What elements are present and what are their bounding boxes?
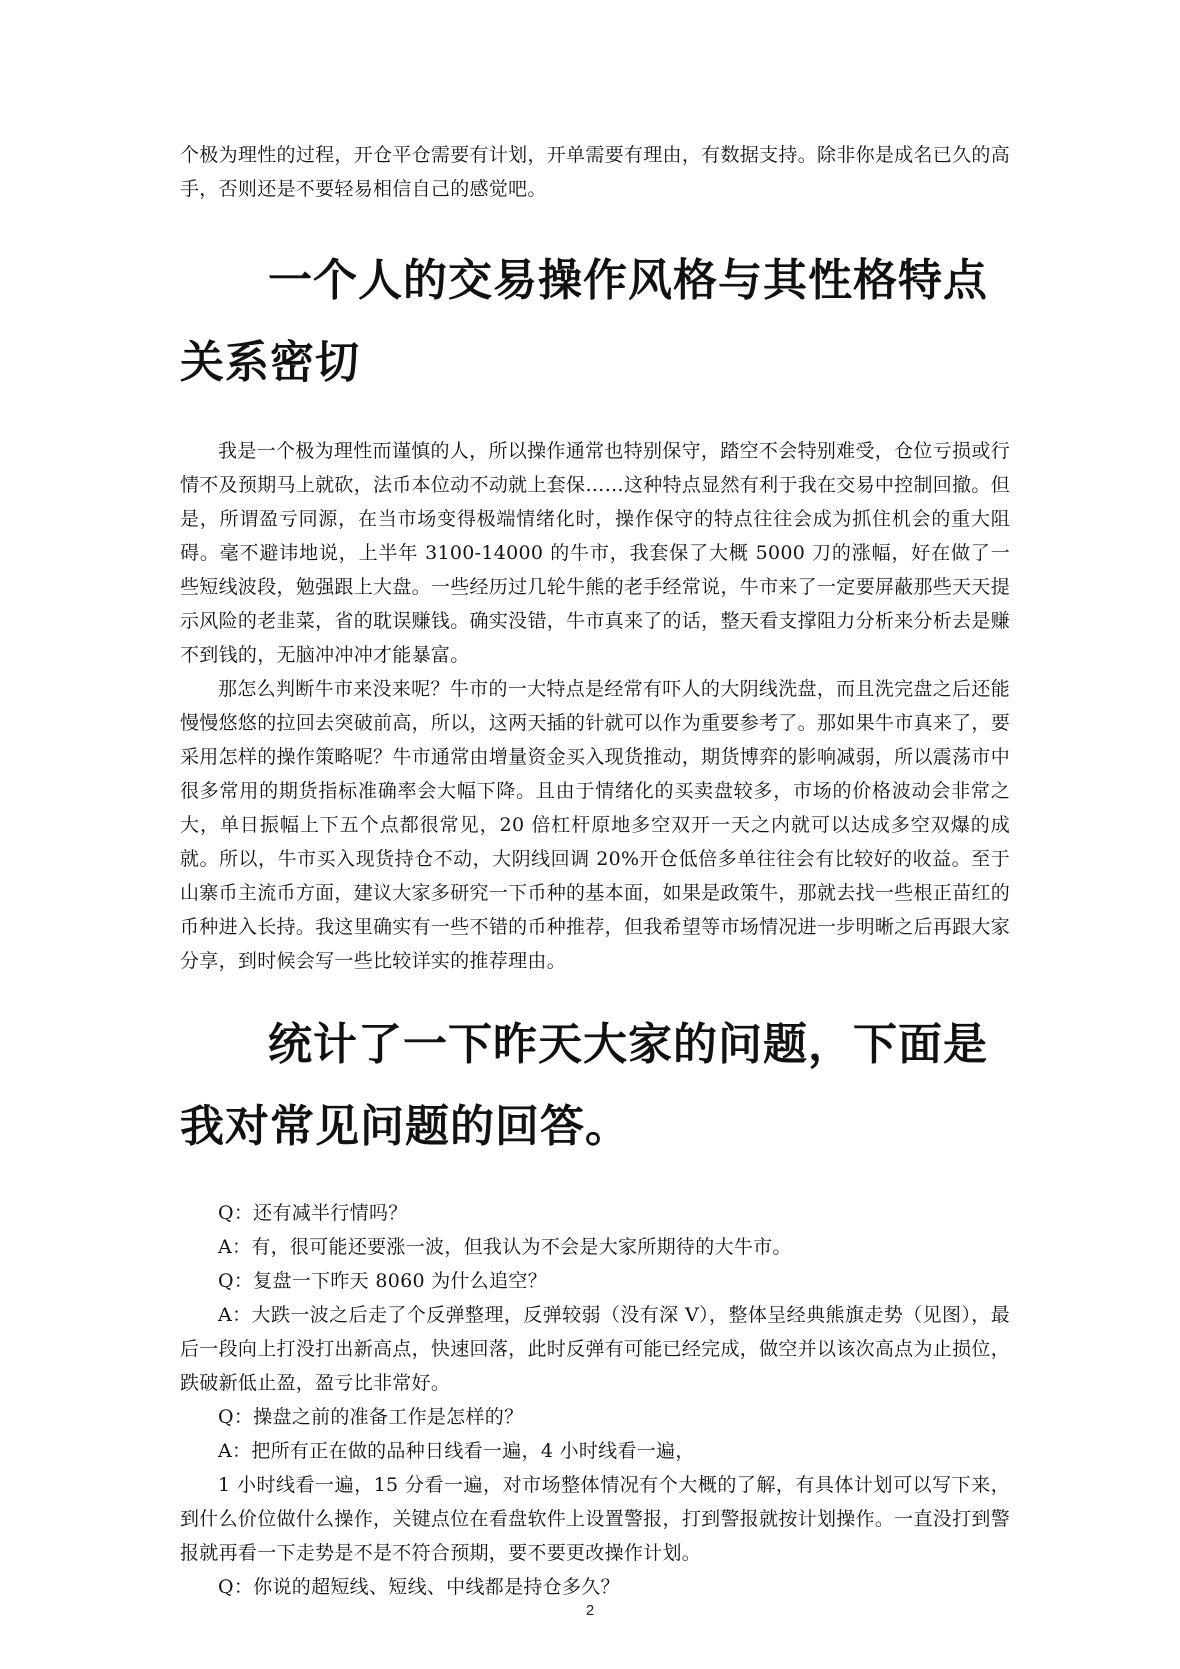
body-paragraph: 那怎么判断牛市来没来呢？牛市的一大特点是经常有吓人的大阴线洗盘，而且洗完盘之后还能慢慢悠悠的拉回去突破前高，所以，这两天插的针就可以作为重要参考了。那如果牛市真来了，要采用怎样的操作策略呢？牛市通常由增量资金买入现货推动，期货博弈的影响减弱，所以震荡市中很多常用的期货指标准确率会大幅下降。且由于情绪化的买卖盘较多，市场的价格波动会非常之大，单日振幅上下五个点都很常见，20 倍杠杆原地多空双开一天之内就可以达成多空双爆的成就。所以，牛市买入现货持仓不动，大阴线回调 20%开仓低倍多单往往会有比较好的收益。至于山寨币主流币方面，建议大家多研究一下币种的基本面，如果是政策牛，那就去找一些根正苗红的币种进入长持。我这里确实有一些不错的币种推荐，但我希望等市场情况进一步明晰之后再跟大家分享，到时候会写一些比较详实的推荐理由。 [180, 678, 1010, 972]
faq-answer-continued: 1 小时线看一遍，15 分看一遍，对市场整体情况有个大概的了解，有具体计划可以写下来，到什么价位做什么操作，关键点位在看盘软件上设置警报，打到警报就按计划操作。一直没打到警报就再看一下走势是不是不符合预期，要不要更改操作计划。 [180, 1474, 1010, 1564]
document-page [180, 138, 1010, 1604]
faq-answer: A：把所有正在做的品种日线看一遍，4 小时线看一遍， [218, 1440, 695, 1462]
body-paragraph: 我是一个极为理性而谨慎的人，所以操作通常也特别保守，踏空不会特别难受，仓位亏损或行情不及预期马上就砍，法币本位动不动就上套保……这种特点显然有利于我在交易中控制回撤。但是，所谓盈亏同源，在当市场变得极端情绪化时，操作保守的特点往往会成为抓住机会的重大阻碍。毫不避讳地说，上半年 3100-14000 的牛市，我套保了大概 5000 刀的涨幅，好在做了一些短线波段，勉强跟上大盘。一些经历过几轮牛熊的老手经常说，牛市来了一定要屏蔽那些天天提示风险的老韭菜，省的耽误赚钱。确实没错，牛市真来了的话，整天看支撑阻力分析来分析去是赚不到钱的，无脑冲冲冲才能暴富。 [180, 440, 1010, 666]
faq-list [180, 1196, 1010, 1604]
faq-question: Q：你说的超短线、短线、中线都是持仓多久？ [218, 1576, 620, 1598]
section-heading-trading-style: 一个人的交易操作风格与其性格特点关系密切 [180, 255, 988, 388]
section-heading-faq: 统计了一下昨天大家的问题，下面是我对常见问题的回答。 [180, 1019, 988, 1152]
faq-question: Q：还有减半行情吗？ [218, 1202, 408, 1224]
section-body-trading-style [180, 434, 1010, 978]
intro-paragraph: 个极为理性的过程，开仓平仓需要有计划，开单需要有理由，有数据支持。除非你是成名已久的高手，否则还是不要轻易相信自己的感觉吧。 [180, 144, 1010, 200]
faq-answer: A：有，很可能还要涨一波，但我认为不会是大家所期待的大牛市。 [218, 1236, 792, 1258]
page-number: 2 [585, 1602, 595, 1619]
faq-question: Q：复盘一下昨天 8060 为什么追空？ [218, 1270, 548, 1292]
faq-answer: A：大跌一波之后走了个反弹整理，反弹较弱（没有深 V），整体呈经典熊旗走势（见图），最后一段向上打没打出新高点，快速回落，此时反弹有可能已经完成，做空并以该次高点为止损位，跌破新低止盈，盈亏比非常好。 [180, 1304, 1010, 1394]
faq-question: Q：操盘之前的准备工作是怎样的？ [218, 1406, 524, 1428]
